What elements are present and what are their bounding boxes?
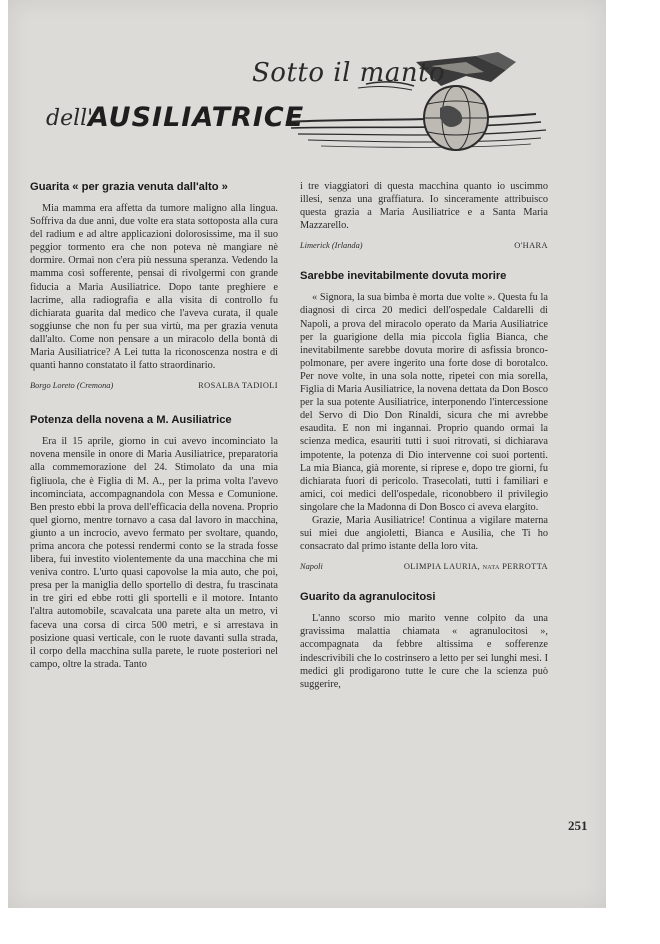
header-title-line1: Sotto il manto [252,58,446,88]
article-4 [300,590,548,691]
page-number: 251 [568,818,588,833]
article-1-paragraph-1: Mia mamma era affetta da tumore maligno alla lingua. Soffriva da due anni, due volte era stata sottoposta alla cura del radium e ad altre applicazioni dolorosissime, ma il suo peggior tormento era che non poteva nè mangiare nè dormire. Ormai non c'era più nessuna speranza. Vedendo la mamma così sofferente, pensai di rivolgermi con grande fiducia a Maria Ausiliatrice. Dopo tante preghiere e lacrime, alla radiografia e alla visita di controllo fu dichiarata guarita dal medico che l'aveva curata, il quale soggiunse che non fu per sua virtù, ma per grazia venuta dall'alto. Come non pensare a un miracolo della bontà di Maria Ausiliatrice? A Lei tutta la riconoscenza nostra e di quanti hanno constatato il fatto straordinario. [30,203,278,372]
article-3 [300,269,548,572]
scan-margin-bottom [0,908,660,944]
right-column [300,180,548,691]
article-2-paragraph-1: Era il 15 aprile, giorno in cui avevo incominciato la novena mensile in onore di Maria Ausiliatrice, preparatoria alla commemorazione del 24. Stimolato da una mia figliuola, che è Figlia di M. A., per la prima volta l'avevo incominciata, accompagnandola con Messa e Comunione. Ben presto ebbi la prova dell'efficacia della novena. Proprio quel giorno, mentre tornavo a casa dal lavoro in macchina, giunto a un incrocio, avevo fermato per svoltare, quando, prima ancora che potessi rendermi conto se la strada fosse libera, fui investito violentemente da una macchina che mi veniva contro. L'urto quasi capovolse la mia auto, che poi, presa per la maniglia dello sportello di destra, fu trascinata in tre giri ed ebbe rotti gli sportelli e il motore. Intanto l'altra automobile, scavalcata una parete alta un metro, vi faceva una corsa di circa 500 metri, e si arrestava in posizione quasi verticale, con le ruote davanti sulla strada, il corpo della macchina sulla parete, le ruote posteriori nel campo, oltre la strada. Tanto [30,436,278,670]
section-header [36,52,556,152]
article-3-paragraph-2: Grazie, Maria Ausiliatrice! Continua a vigilare materna sui miei due angioletti, Bianca e Ausilia, che Ti ho consacrato dal primo istante della loro vita. [300,514,548,553]
article-2-title: Potenza della novena a M. Ausiliatrice [30,414,232,427]
article-3-paragraph-1: « Signora, la sua bimba è morta due volte ». Questa fu la diagnosi di circa 20 medici dell'ospedale Caldarelli di Napoli, a prova del miracolo operato da Maria Ausiliatrice per la guarigione della mia piccola figlia Bianca, che inevitabilmente sarebbe dovuta morire di asfissia bronco-polmonare, per avere ingerito una forte dose di borotalco. Per nove volte, in una sola notte, ripetei con mia sorella, Figlia di Maria Ausiliatrice, la novena dettata da Don Bosco per la sua potente Ausiliatrice, interponendo l'intercessione del Servo di Dio Don Rinaldi, sicura che mi avrebbe esaudita. E non mi ingannai. Proprio quando ormai la scienza medica, esauriti tutti i suoi ritrovati, si dichiarava impotente, la potenza di Dio intervenne coi suoi portenti. La mia Bianca, già morente, si riprese e, dopo tre giorni, fu dichiarata fuori di pericolo. Trasecolati, tutti i familiari e amici, coi medici dell'ospedale, riconobbero il privilegio singolare che la Madonna di Don Bosco ci aveva elargito. [300,292,548,513]
article-3-place: Napoli [300,562,323,572]
article-1-author: ROSALBA TADIOLI [198,381,278,391]
article-2-signature [300,240,548,251]
article-3-title: Sarebbe inevitabilmente dovuta morire [300,270,507,283]
scan-margin-right [606,0,660,944]
header-title-prefix: dell' [46,106,94,131]
article-4-paragraph-1: L'anno scorso mio marito venne colpito da una gravissima malattia chiamata « agranulocitosi », accompagnata da febbre altissima e sofferenze indescrivibili che lo costrinsero a letto per sei lunghi mesi. I medici gli prodigarono tutte le cure che la scienza può suggerire, [300,613,548,690]
article-2 [30,413,278,671]
article-2-author: O'HARA [514,241,548,251]
left-column [30,180,278,671]
header-title-main: AUSILIATRICE [88,102,305,133]
article-2-place: Limerick (Irlanda) [300,241,363,251]
article-3-signature [300,561,548,572]
article-2-paragraph-continued: i tre viaggiatori di questa macchina quanto io uscimmo illesi, senza una graffiatura. Io sinceramente attribuisco questa grazia a Maria Ausiliatrice e a Santa Maria Mazzarello. [300,181,548,232]
article-4-title: Guarito da agranulocitosi [300,591,436,604]
article-1-title: Guarita « per grazia venuta dall'alto » [30,181,228,193]
article-1-place: Borgo Loreto (Cremona) [30,381,114,391]
article-1-signature [30,380,278,391]
article-3-author: OLIMPIA LAURIA, nata PERROTTA [403,562,548,572]
article-1 [30,180,278,391]
